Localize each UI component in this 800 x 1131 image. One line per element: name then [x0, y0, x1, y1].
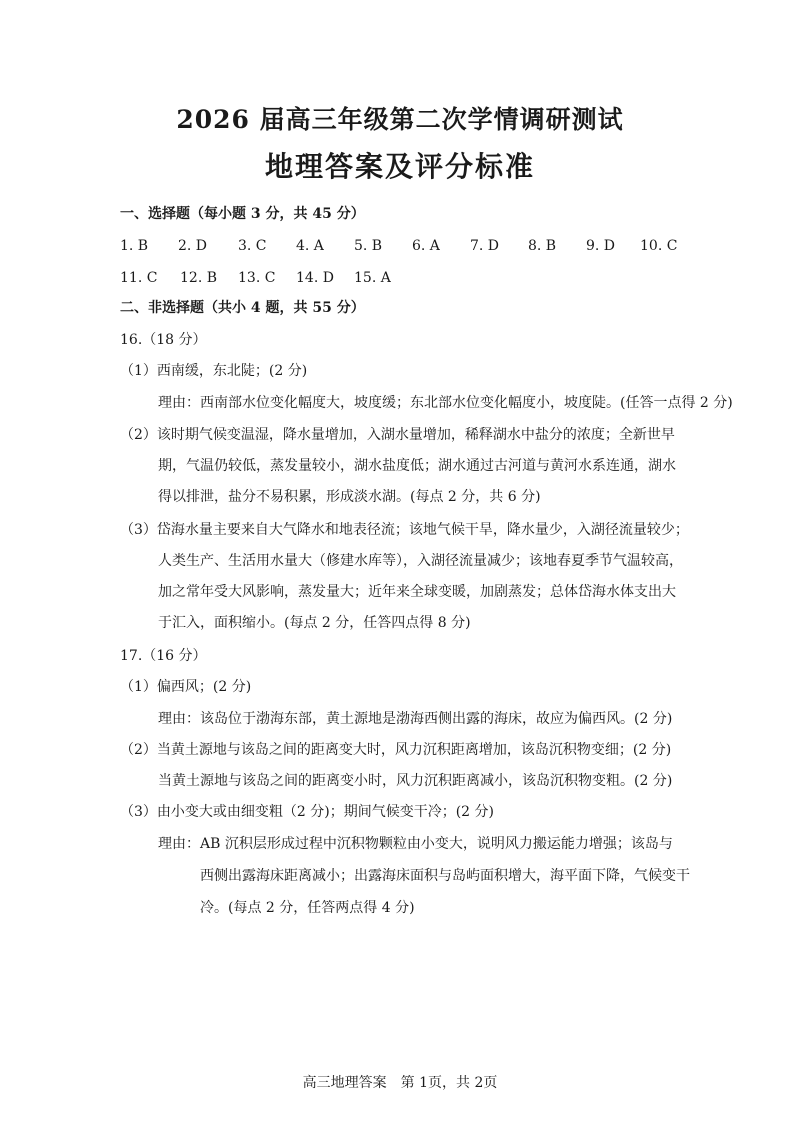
answer-15: 15. A	[354, 270, 391, 286]
q16-part2-line2: 期，气温仍较低，蒸发量较小，湖水盐度低；湖水通过古河道与黄河水系连通，湖水	[158, 458, 676, 474]
answer-5: 5. B	[354, 238, 383, 254]
answer-3: 3. C	[238, 238, 267, 254]
q16-part2-line3: 得以排泄，盐分不易积累，形成淡水湖。(每点 2 分，共 6 分)	[158, 489, 541, 505]
answer-9: 9. D	[586, 238, 616, 254]
q17-part3-reason-line3: 冷。(每点 2 分，任答两点得 4 分)	[200, 900, 415, 916]
q16-part1-reason: 理由：西南部水位变化幅度大，坡度缓；东北部水位变化幅度小，坡度陡。(任答一点得 2 分)	[158, 395, 733, 411]
answer-12: 12. B	[180, 270, 218, 286]
q17-part2-line2: 当黄土源地与该岛之间的距离变小时，风力沉积距离减小，该岛沉积物变粗。(2 分)	[158, 773, 673, 789]
q16-part2-line1: （2）该时期气候变温湿，降水量增加，入湖水量增加，稀释湖水中盐分的浓度；全新世早	[120, 427, 675, 443]
answer-8: 8. B	[528, 238, 557, 254]
answer-10: 10. C	[640, 238, 678, 254]
answer-13: 13. C	[238, 270, 276, 286]
answer-1: 1. B	[120, 238, 149, 254]
q16-part3-line4: 于汇入，面积缩小。(每点 2 分，任答四点得 8 分)	[158, 615, 471, 631]
q17-part2-line1: （2）当黄土源地与该岛之间的距离变大时，风力沉积距离增加，该岛沉积物变细；(2 分)	[120, 742, 672, 758]
q16-label: 16.（18 分）	[120, 332, 207, 348]
answer-6: 6. A	[412, 238, 440, 254]
q17-part3-reason-line2: 西侧出露海床距离减小；出露海床面积与岛屿面积增大，海平面下降，气候变干	[200, 868, 690, 884]
answer-2: 2. D	[178, 238, 208, 254]
exam-subtitle: 地理答案及评分标准	[264, 150, 535, 183]
q16-part3-line2: 人类生产、生活用水量大（修建水库等），入湖径流量减少；该地春夏季节气温较高，	[158, 553, 683, 569]
q17-part1: （1）偏西风；(2 分)	[120, 679, 252, 695]
exam-title: 2026 届高三年级第二次学情调研测试	[176, 105, 624, 134]
section2-heading: 二、非选择题（共小 4 题，共 55 分）	[120, 300, 365, 316]
page-footer: 高三地理答案 第 1页，共 2页	[302, 1075, 498, 1091]
q17-part3-reason-line1: 理由：AB 沉积层形成过程中沉积物颗粒由小变大，说明风力搬运能力增强；该岛与	[158, 836, 673, 852]
answer-4: 4. A	[296, 238, 324, 254]
section1-heading: 一、选择题（每小题 3 分，共 45 分）	[120, 206, 365, 222]
q16-part3-line3: 加之常年受大风影响，蒸发量大；近年来全球变暖，加剧蒸发；总体岱海水体支出大	[158, 584, 676, 600]
answer-7: 7. D	[470, 238, 500, 254]
answer-11: 11. C	[120, 270, 158, 286]
q16-part1: （1）西南缓，东北陡；(2 分)	[120, 363, 308, 379]
q16-part3-line1: （3）岱海水量主要来自大气降水和地表径流；该地气候干旱，降水量少，入湖径流量较少；	[120, 522, 689, 538]
q17-label: 17.（16 分）	[120, 648, 207, 664]
q17-part3: （3）由小变大或由细变粗（2 分)；期间气候变干冷；(2 分)	[120, 804, 495, 820]
answer-14: 14. D	[296, 270, 334, 286]
q17-part1-reason: 理由：该岛位于渤海东部，黄土源地是渤海西侧出露的海床，故应为偏西风。(2 分)	[158, 711, 673, 727]
